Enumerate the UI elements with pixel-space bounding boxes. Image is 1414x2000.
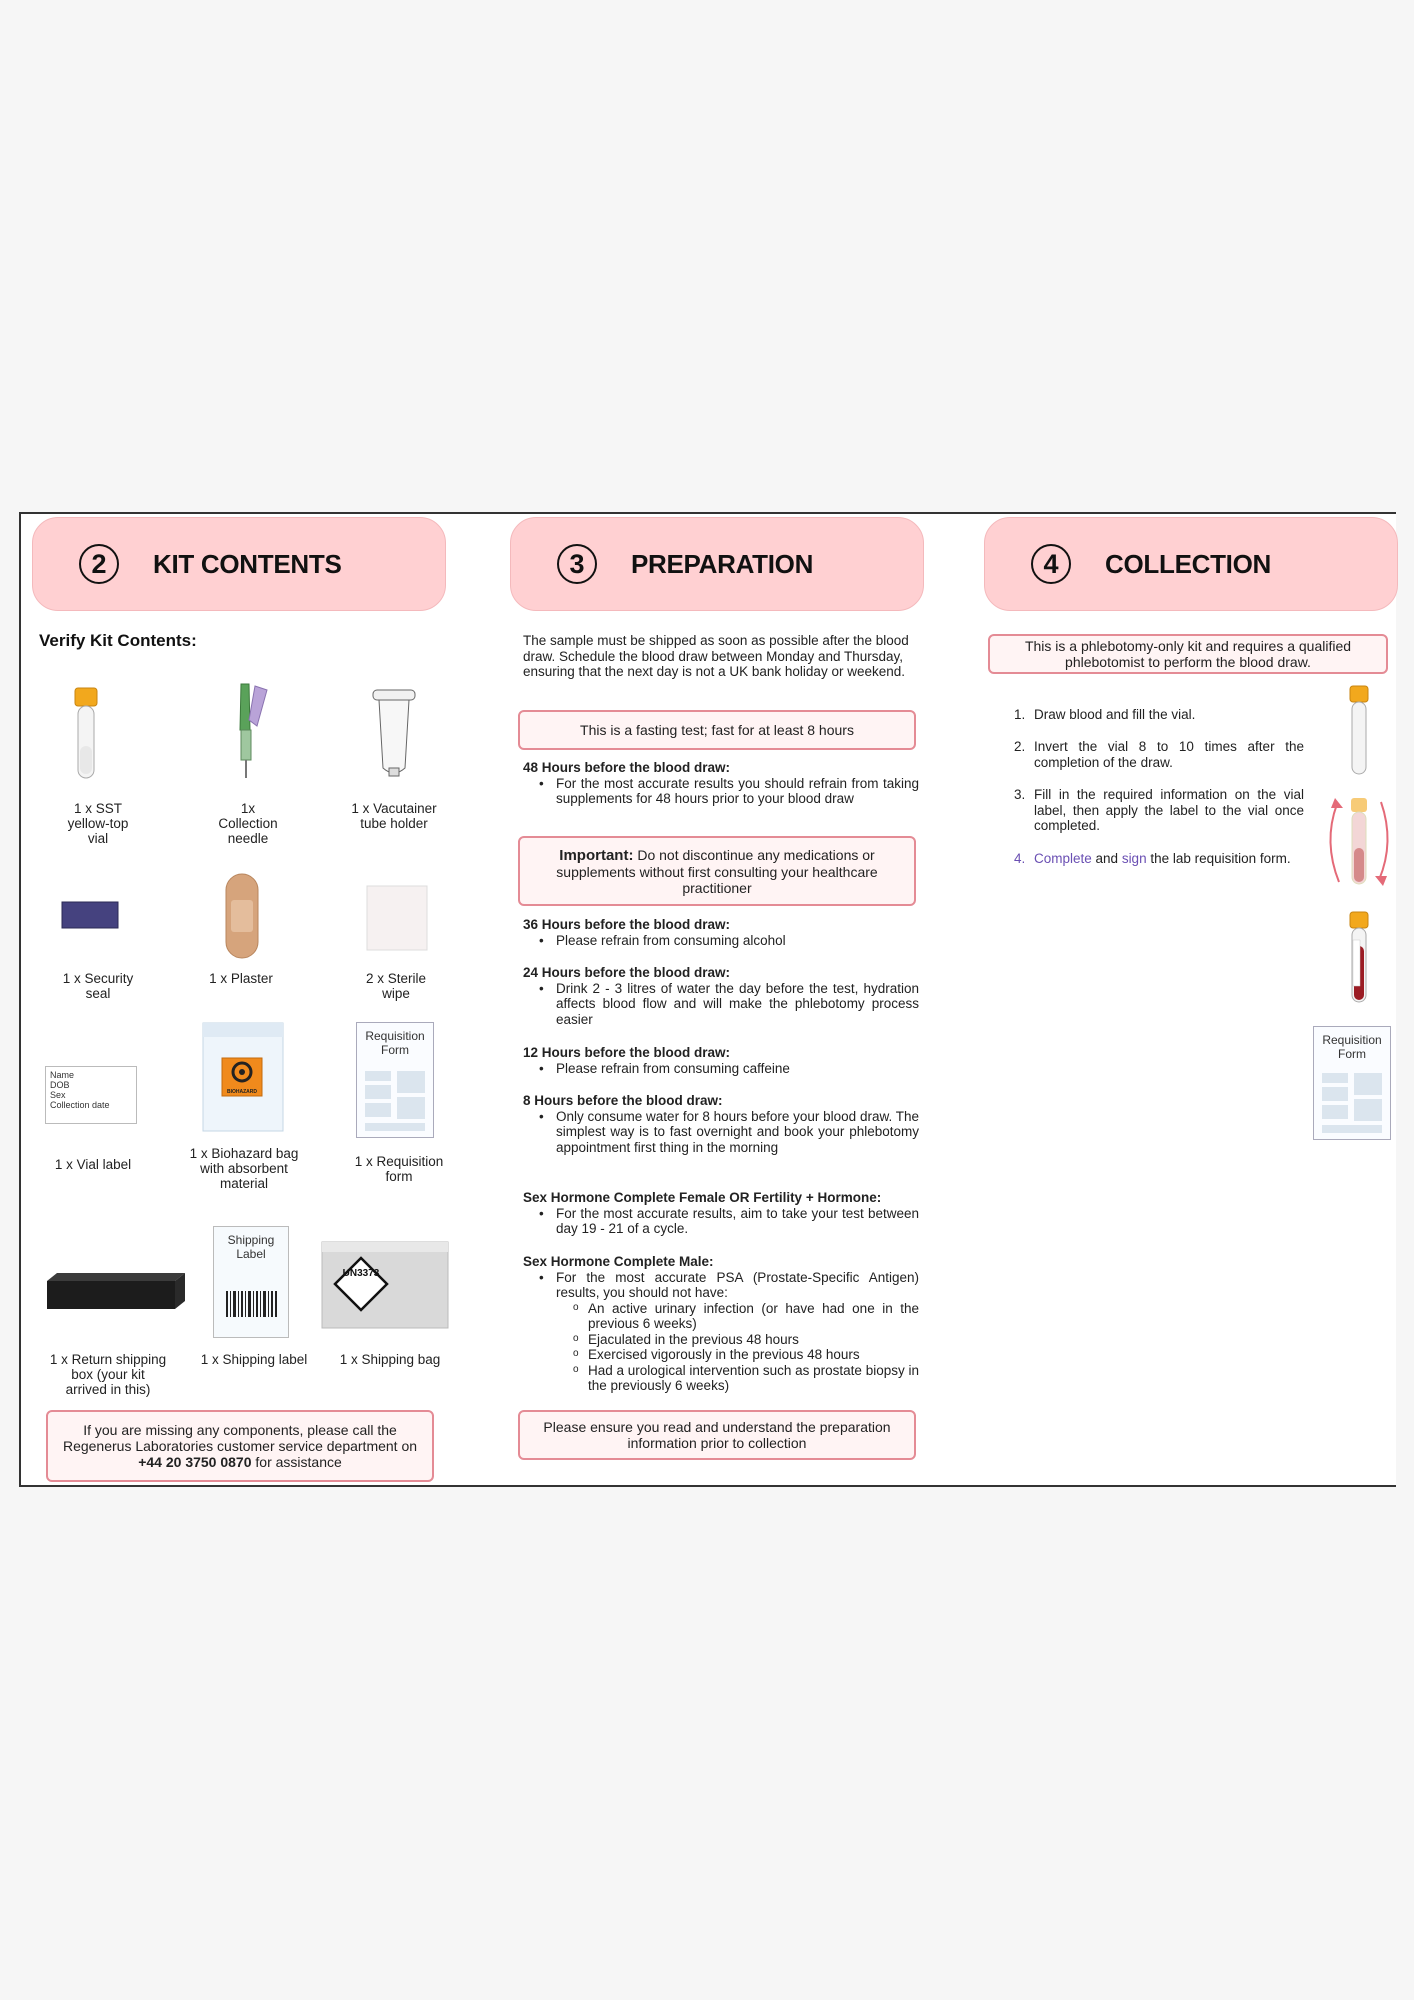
un3373-text: UN3373 [342, 1268, 380, 1279]
collection-step: 1. Draw blood and fill the vial. [1014, 707, 1196, 722]
support-phone: +44 20 3750 0870 [138, 1454, 252, 1470]
fasting-note: This is a fasting test; fast for at least 8 hours [518, 710, 916, 750]
prep-36h: 36 Hours before the blood draw: • Please refrain from consuming alcohol [523, 917, 919, 948]
kit-item-label: 1 x SST yellow-top vial [67, 801, 129, 846]
collection-header [984, 517, 1398, 611]
prep-24h: 24 Hours before the blood draw: • Drink 2 - 3 litres of water the day before the test, hydration affects blood flow and will make the phlebotomy process easier [523, 965, 919, 1027]
prep-48h: 48 Hours before the blood draw: • For the most accurate results you should refrain from taking supplements for 48 hours prior to your blood draw [523, 760, 919, 807]
prep-8h: 8 Hours before the blood draw: • Only consume water for 8 hours before your blood draw. The simplest way is to fast overnight and book your phlebotomy appointment first thing in the morning [523, 1093, 919, 1155]
phlebotomy-note: This is a phlebotomy-only kit and requires a qualified phlebotomist to perform the blood draw. [988, 634, 1388, 674]
prep-female: Sex Hormone Complete Female OR Fertility + Hormone: • For the most accurate results, aim to take your test between day 19 - 21 of a cycle. [523, 1190, 919, 1237]
plaster-icon [224, 872, 260, 960]
prep-footer-note: Please ensure you read and understand the preparation information prior to collection [518, 1410, 916, 1460]
kit-contents-title: KIT CONTENTS [153, 548, 342, 579]
collection-step: 2. Invert the vial 8 to 10 times after the completion of the draw. [1014, 739, 1304, 770]
verify-kit-heading: Verify Kit Contents: [39, 631, 197, 650]
kit-item-label: 1x Collection needle [218, 801, 278, 846]
collection-title: COLLECTION [1105, 548, 1271, 579]
collection-needle-icon [233, 680, 273, 780]
kit-instructions-document [19, 512, 1396, 1487]
preparation-header [510, 517, 924, 611]
kit-item-label: 1 x Plaster [209, 971, 273, 986]
prep-12h: 12 Hours before the blood draw: • Please refrain from consuming caffeine [523, 1045, 919, 1076]
kit-item-label: 1 x Biohazard bag with absorbent material [189, 1146, 299, 1191]
biohazard-bag-icon [202, 1022, 284, 1132]
kit-item-label: 1 x Return shipping box (your kit arrived in this) [49, 1352, 167, 1397]
vacutainer-holder-icon [371, 686, 417, 782]
step-number-4: 4 [1031, 544, 1071, 584]
shipping-bag-icon [321, 1241, 449, 1329]
empty-vial-icon [1346, 684, 1372, 778]
prep-male: Sex Hormone Complete Male: • For the most accurate PSA (Prostate-Specific Antigen) results, you should not have: o An active urinary infection (or have had one in the previous 6 weeks) o Ejaculated in the previous 48 hours o Exercised vigorously in the previous 48 hours o Had a urological intervention such as prostate biopsy in the previously 6 weeks) [523, 1254, 919, 1394]
security-seal-icon [61, 901, 119, 929]
preparation-title: PREPARATION [631, 548, 814, 579]
collection-step: 3. Fill in the required information on the vial label, then apply the label to the vial once completed. [1014, 787, 1304, 833]
prep-intro: The sample must be shipped as soon as possible after the blood draw. Schedule the blood draw between Monday and Thursday, ensuring that the next day is not a UK bank holiday or weekend. [523, 633, 909, 679]
requisition-form-icon: Requisition Form [1313, 1026, 1391, 1140]
kit-item-label: 1 x Shipping bag [339, 1352, 441, 1367]
kit-item-label: 1 x Vacutainer tube holder [351, 801, 437, 831]
filled-vial-icon [1346, 910, 1372, 1008]
sst-vial-icon [71, 686, 101, 782]
important-note: Important: Do not discontinue any medications or supplements without first consulting your healthcare practitioner [518, 836, 916, 906]
kit-item-label: 1 x Security seal [62, 971, 134, 1001]
requisition-form-icon: Requisition Form [356, 1022, 434, 1138]
kit-item-label: 1 x Vial label [54, 1157, 132, 1172]
vial-label-icon: Name DOB Sex Collection date [45, 1066, 137, 1124]
step-number-2: 2 [79, 544, 119, 584]
biohazard-text: BIOHAZARD [227, 1089, 257, 1095]
sterile-wipe-icon [365, 884, 429, 952]
kit-item-label: 1 x Shipping label [200, 1352, 308, 1367]
missing-components-note: If you are missing any components, please call the Regenerus Laboratories customer service department on +44 20 3750 0870 for assistance [46, 1410, 434, 1482]
kit-contents-header [32, 517, 446, 611]
barcode-icon [226, 1291, 278, 1323]
invert-vial-icon [1321, 792, 1397, 892]
return-shipping-box-icon [47, 1271, 187, 1311]
step-number-3: 3 [557, 544, 597, 584]
collection-step: 4. Complete and sign the lab requisition form. [1014, 851, 1291, 866]
shipping-label-icon: Shipping Label [213, 1226, 289, 1338]
kit-item-label: 2 x Sterile wipe [365, 971, 427, 1001]
kit-item-label: 1 x Requisition form [354, 1154, 444, 1184]
